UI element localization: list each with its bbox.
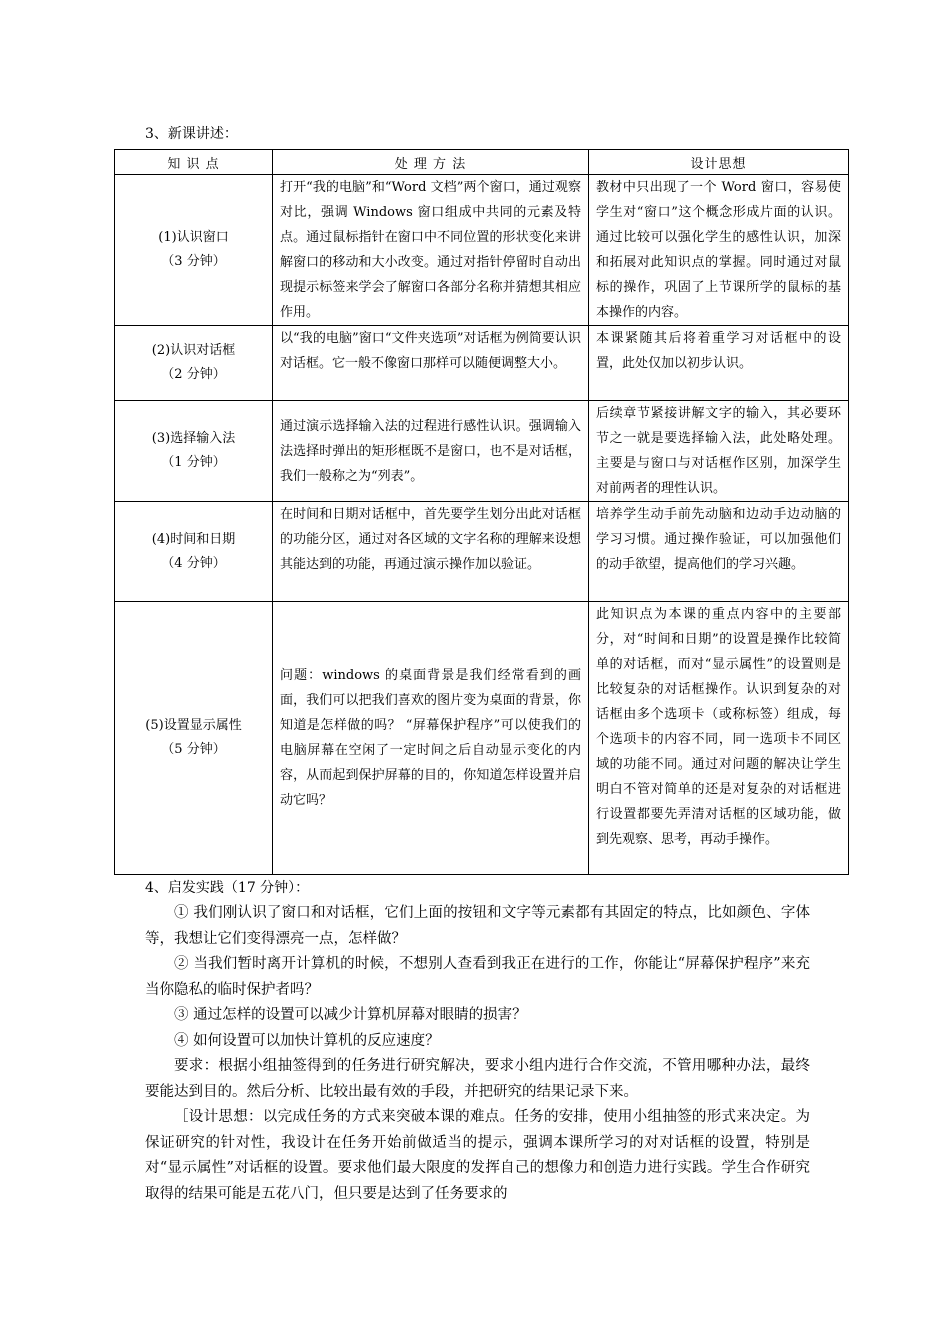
design-cell xyxy=(589,326,849,401)
design-text: 后续章节紧接讲解文字的输入，其必要环节之一就是要选择输入法，此处略处理。主要是与窗口与对话框作区别，加深学生对前两者的理性认识。 xyxy=(596,406,841,496)
header-design: 设计思想 xyxy=(589,150,849,175)
method-cell xyxy=(273,326,589,401)
practice-body xyxy=(145,901,810,1207)
design-thought-paragraph: ［设计思想：以完成任务的方式来突破本课的难点。任务的安排，使用小组抽签的形式来决定。为保证研究的针对性，我设计在任务开始前做适当的提示，强调本课所学习的对对话框的设置，特别是对“显示属性”对话框的设置。要求他们最大限度的发挥自己的想像力和创造力进行实践。学生合作研究取得的结果可能是五花八门，但只要是达到了任务要求的 xyxy=(145,1109,810,1202)
design-cell xyxy=(589,175,849,326)
section-4-title: 4、启发实践（17 分钟）： xyxy=(145,880,310,896)
knowledge-title: (3)选择输入法 xyxy=(151,431,236,446)
design-text: 教材中只出现了一个 Word 窗口，容易使学生对“窗口”这个概念形成片面的认识。通过比较可以强化学生的感性认识，加深和拓展对此知识点的掌握。同时通过对鼠标的操作，巩固了上节课所学的鼠标的基本操作的内容。 xyxy=(596,180,841,320)
knowledge-cell xyxy=(115,602,273,875)
knowledge-time: （1 分钟） xyxy=(161,455,226,470)
design-cell xyxy=(589,602,849,875)
requirement-paragraph: 要求：根据小组抽签得到的任务进行研究解决，要求小组内进行合作交流，不管用哪种办法，最终要能达到目的。然后分析、比较出最有效的手段，并把研究的结果记录下来。 xyxy=(145,1058,810,1100)
knowledge-time: （2 分钟） xyxy=(161,367,226,382)
header-method: 处 理 方 法 xyxy=(273,150,589,175)
practice-question: ③ 通过怎样的设置可以减少计算机屏幕对眼睛的损害？ xyxy=(174,1007,527,1023)
section-3-title: 3、新课讲述： xyxy=(145,126,238,142)
design-text: 此知识点为本课的重点内容中的主要部分，对“时间和日期”的设置是操作比较简单的对话框，而对“显示属性”的设置则是比较复杂的对话框操作。认识到复杂的对话框由多个选项卡（或称标签）组成，每个选项卡的内容不同，同一选项卡不同区域的功能不同。通过对问题的解决让学生明白不管对简单的还是对复杂的对话框进行设置都要先弄清对话框的区域功能，做到先观察、思考，再动手操作。 xyxy=(596,607,841,847)
knowledge-time: （3 分钟） xyxy=(161,254,226,269)
knowledge-title: (5)设置显示属性 xyxy=(145,718,242,733)
method-text: 打开“我的电脑”和“Word 文档”两个窗口，通过观察对比，强调 Windows 窗口组成中共同的元素及特点。通过鼠标指针在窗口中不同位置的形状变化来讲解窗口的移动和大小改变。通过对指针停留时自动出现提示标签来学会了解窗口各部分名称并猜想其相应作用。 xyxy=(280,180,581,320)
method-text: 以“我的电脑”窗口“文件夹选项”对话框为例简要认识对话框。它一般不像窗口那样可以随便调整大小。 xyxy=(280,331,581,371)
knowledge-title: (1)认识窗口 xyxy=(158,230,229,245)
table-row xyxy=(115,502,849,602)
method-text: 问题：windows 的桌面背景是我们经常看到的画面，我们可以把我们喜欢的图片变为桌面的背景，你知道是怎样做的吗？ “屏幕保护程序”可以使我们的电脑屏幕在空闲了一定时间之后自动显示变化的内容，从而起到保护屏幕的目的，你知道怎样设置并启动它吗？ xyxy=(280,668,581,808)
design-text: 本课紧随其后将着重学习对话框中的设置，此处仅加以初步认识。 xyxy=(596,331,841,371)
method-cell xyxy=(273,502,589,602)
table-row xyxy=(115,401,849,502)
knowledge-cell xyxy=(115,502,273,602)
practice-question: ② 当我们暂时离开计算机的时候，不想别人查看到我正在进行的工作，你能让“屏幕保护程序”来充当你隐私的临时保护者吗？ xyxy=(145,956,810,998)
lesson-table xyxy=(114,149,849,875)
method-text: 在时间和日期对话框中，首先要学生划分出此对话框的功能分区，通过对各区域的文字名称的理解来设想其能达到的功能，再通过演示操作加以验证。 xyxy=(280,507,581,572)
knowledge-time: （5 分钟） xyxy=(161,742,226,757)
table-row xyxy=(115,326,849,401)
design-text: 培养学生动手前先动脑和边动手边动脑的学习习惯。通过操作验证，可以加强他们的动手欲望，提高他们的学习兴趣。 xyxy=(596,507,841,572)
method-cell xyxy=(273,401,589,502)
method-cell xyxy=(273,602,589,875)
knowledge-cell xyxy=(115,175,273,326)
practice-question: ① 我们刚认识了窗口和对话框，它们上面的按钮和文字等元素都有其固定的特点，比如颜色、字体等，我想让它们变得漂亮一点，怎样做？ xyxy=(145,905,810,947)
header-knowledge: 知 识 点 xyxy=(115,150,273,175)
knowledge-cell xyxy=(115,401,273,502)
knowledge-cell xyxy=(115,326,273,401)
method-cell xyxy=(273,175,589,326)
knowledge-time: （4 分钟） xyxy=(161,555,226,571)
practice-question: ④ 如何设置可以加快计算机的反应速度？ xyxy=(174,1032,440,1049)
design-cell xyxy=(589,502,849,602)
table-row xyxy=(115,175,849,326)
method-text: 通过演示选择输入法的过程进行感性认识。强调输入法选择时弹出的矩形框既不是窗口，也不是对话框，我们一般称之为“列表”。 xyxy=(280,418,581,484)
knowledge-title: (4)时间和日期 xyxy=(151,531,236,547)
table-header-row xyxy=(115,150,849,175)
knowledge-title: (2)认识对话框 xyxy=(151,343,236,358)
design-cell xyxy=(589,401,849,502)
table-row xyxy=(115,602,849,875)
